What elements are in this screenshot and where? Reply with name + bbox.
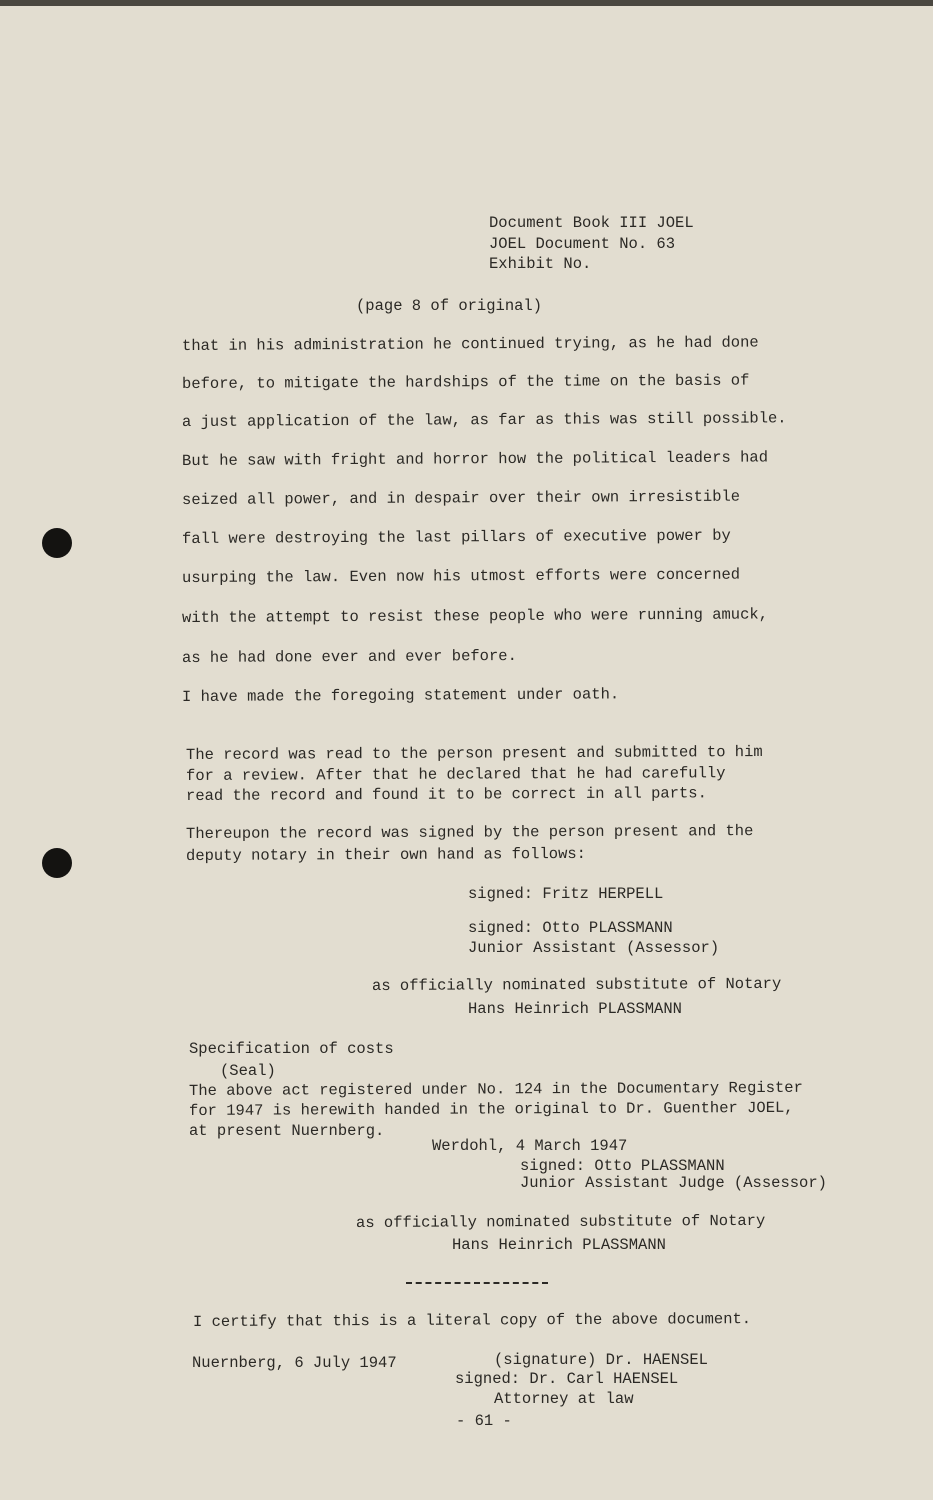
costs-line: at present Nuernberg. [189,1122,385,1140]
record-line: The record was read to the person present and submitted to him [185,742,763,764]
certify-title: Attorney at law [494,1390,634,1408]
header-document-line: JOEL Document No. 63 [489,235,676,253]
body-line: before, to mitigate the hardships of the time on the basis of [181,371,750,393]
page-reference: (page 8 of original) [356,297,543,315]
page-top-edge [0,0,933,6]
thereupon-line: deputy notary in their own hand as follows: [185,844,587,865]
costs-place-date: Werdohl, 4 March 1947 [432,1137,628,1155]
body-line: But he saw with fright and horror how the political leaders had [181,448,769,470]
costs-signed: signed: Otto PLASSMANN [520,1157,725,1175]
costs-signer-title: Junior Assistant Judge (Assessor) [520,1174,827,1192]
costs-line: The above act registered under No. 124 in the Documentary Register [188,1078,803,1100]
costs-heading: Specification of costs [189,1040,394,1058]
body-line: with the attempt to resist these people who were running amuck, [181,605,769,627]
seal-label: (Seal) [220,1062,276,1080]
thereupon-line: Thereupon the record was signed by the person present and the [185,822,754,843]
body-line: usurping the law. Even now his utmost efforts were concerned [181,565,741,587]
body-line: that in his administration he continued trying, as he had done [181,333,759,355]
costs-line: for 1947 is herewith handed in the original to Dr. Guenther JOEL, [188,1098,794,1120]
costs-notary-name: Hans Heinrich PLASSMANN [452,1236,666,1254]
page-number: - 61 - [456,1412,512,1430]
body-line: a just application of the law, as far as this was still possible. [181,409,787,431]
oath-statement: I have made the foregoing statement under oath. [181,685,620,706]
nominated-substitute: as officially nominated substitute of Notary [371,974,782,995]
signature-herpell: signed: Fritz HERPELL [468,885,664,903]
header-book-line: Document Book III JOEL [489,214,694,232]
body-line: as he had done ever and ever before. [181,646,517,667]
punch-hole [42,528,72,558]
signature-plassmann: signed: Otto PLASSMANN [468,919,673,937]
certify-place-date: Nuernberg, 6 July 1947 [192,1354,397,1372]
signature-plassmann-title: Junior Assistant (Assessor) [468,939,720,957]
body-line: seized all power, and in despair over their own irresistible [181,487,741,509]
certify-signature: (signature) Dr. HAENSEL [494,1351,708,1369]
costs-nominated-substitute: as officially nominated substitute of Notary [355,1211,766,1232]
record-line: read the record and found it to be correct in all parts. [185,784,707,805]
body-line: fall were destroying the last pillars of executive power by [181,526,731,548]
punch-hole [42,848,72,878]
section-divider [406,1282,548,1284]
certify-signed: signed: Dr. Carl HAENSEL [455,1370,679,1388]
header-exhibit-line: Exhibit No. [489,255,592,273]
notary-name: Hans Heinrich PLASSMANN [468,1000,682,1018]
certify-statement: I certify that this is a literal copy of the above document. [192,1310,752,1331]
record-line: for a review. After that he declared that he had carefully [185,764,726,785]
